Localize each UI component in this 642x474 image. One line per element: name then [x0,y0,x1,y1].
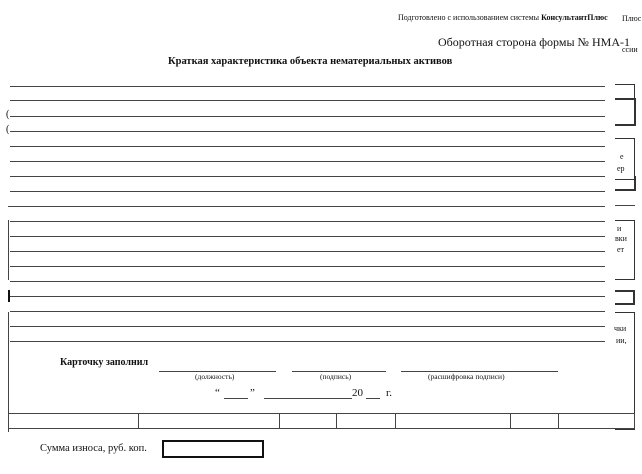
right-fragment: чки [614,324,627,333]
right-fragment: и [617,224,622,233]
table-divider [558,413,559,428]
blank-line[interactable] [10,146,605,147]
left-border [8,220,9,280]
blank-line[interactable] [10,116,605,117]
table-divider [510,413,511,428]
right-box [615,138,635,180]
year-field[interactable] [366,398,380,399]
right-box [615,84,635,99]
left-border [8,290,10,302]
wear-sum-label: Сумма износа, руб. коп. [40,443,147,454]
wear-sum-input[interactable] [162,440,264,458]
bracket-mark: ( [6,124,10,135]
right-box [615,176,636,191]
prepared-note [398,13,608,22]
blank-line[interactable] [10,311,605,312]
quote-close: ” [250,387,255,399]
prepared-text: Подготовлено с использованием системы [398,13,542,22]
blank-line[interactable] [10,281,605,282]
blank-line[interactable] [10,86,605,87]
table-divider [634,413,635,428]
right-box [615,98,636,126]
month-field[interactable] [264,398,352,399]
table-top [8,413,635,414]
left-border [8,312,9,432]
decode-caption: (расшифровка подписи) [428,372,505,381]
filled-by-label: Карточку заполнил [60,357,149,368]
blank-line[interactable] [10,236,605,237]
blank-line[interactable] [10,221,605,222]
blank-line[interactable] [10,191,605,192]
right-fragment: ет [617,245,625,254]
signature-caption: (подпись) [320,372,352,381]
right-fragment: ер [617,164,625,173]
blank-line[interactable] [10,341,605,342]
table-bottom [8,428,635,429]
bracket-mark: ( [6,109,10,120]
day-field[interactable] [224,398,248,399]
right-line [615,205,635,206]
year-suffix: г. [386,387,393,399]
year-prefix: 20 [352,387,363,399]
brand-name: КонсультантПлюс [541,13,608,22]
blank-line[interactable] [10,251,605,252]
right-fragment: е [620,152,624,161]
quote-open: “ [215,387,220,399]
blank-line[interactable] [8,206,605,207]
blank-line[interactable] [10,131,605,132]
blank-line[interactable] [10,326,605,327]
blank-line[interactable] [10,176,605,177]
right-fragment: ссии [622,45,638,54]
blank-line[interactable] [10,296,605,297]
right-fragment: Плюс [622,14,642,23]
table-divider [138,413,139,428]
table-divider [395,413,396,428]
right-fragment: вки [615,234,627,243]
right-box [615,290,635,305]
blank-line[interactable] [10,161,605,162]
page-title: Краткая характеристика объекта нематериальных активов [168,56,453,67]
position-caption: (должность) [195,372,235,381]
form-side-label: Оборотная сторона формы № НМА-1 [438,35,630,49]
table-divider [279,413,280,428]
blank-line[interactable] [10,266,605,267]
table-divider [336,413,337,428]
blank-line[interactable] [10,100,605,101]
right-fragment: ии, [616,336,627,345]
